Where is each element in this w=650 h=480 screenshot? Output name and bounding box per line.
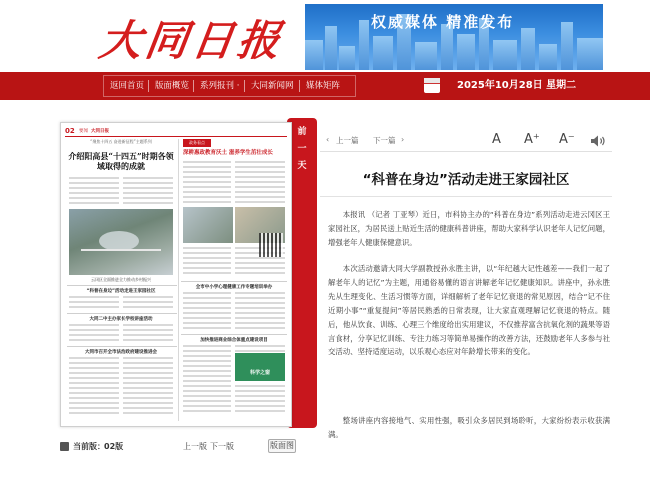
text-line: [235, 345, 285, 347]
column-divider: [178, 139, 179, 421]
text-line: [183, 252, 231, 254]
thumb-caption: 云冈区全面推进全力推动乡村振兴: [91, 277, 151, 282]
text-line: [123, 397, 173, 399]
font-normal-button[interactable]: A: [492, 132, 501, 147]
text-line: [123, 197, 173, 199]
text-line: [235, 395, 285, 397]
text-line: [235, 307, 285, 309]
mini-masthead: 大同日报: [91, 129, 109, 134]
text-line: [183, 201, 231, 203]
text-line: [183, 262, 231, 264]
text-line: [183, 292, 231, 294]
text-line: [235, 322, 285, 324]
text-line: [183, 400, 231, 402]
text-line: [183, 196, 231, 198]
page-viewer: [0, 100, 310, 480]
text-line: [69, 306, 119, 308]
text-line: [69, 402, 119, 404]
text-line: [235, 267, 285, 269]
text-line: [235, 317, 285, 319]
text-line: [69, 372, 119, 374]
page-rule: [65, 136, 287, 137]
text-line: [69, 296, 119, 298]
text-line: [69, 382, 119, 384]
article-toolbar: [320, 128, 612, 152]
tab-char: 一: [297, 144, 307, 154]
text-line: [183, 186, 231, 188]
column-rule: [181, 281, 287, 282]
thumb-photo[interactable]: [183, 207, 233, 243]
thumb-photo[interactable]: [69, 209, 173, 275]
nav-series-dropdown[interactable]: 系列报刊 ·: [200, 81, 240, 91]
text-line: [183, 390, 231, 392]
text-line: [69, 392, 119, 394]
text-line: [123, 334, 173, 336]
text-line: [69, 387, 119, 389]
text-line: [235, 166, 285, 168]
text-line: [123, 357, 173, 359]
text-line: [235, 292, 285, 294]
nav-news-site-link[interactable]: 大同新闻网: [251, 81, 294, 91]
text-line: [123, 182, 173, 184]
text-line: [183, 307, 231, 309]
thumb-story-title[interactable]: 大同市召开全市法治政府建设推进会: [85, 350, 157, 355]
thumb-kicker: “聚焦十四五 奋进新征程”主题系列: [90, 139, 152, 144]
thumb-headline[interactable]: 介绍阳高县“十四五”时期各领域取得的成就: [68, 151, 174, 171]
text-line: [183, 345, 231, 347]
text-line: [183, 267, 231, 269]
text-line: [69, 182, 119, 184]
text-line: [183, 375, 231, 377]
nav-divider: [244, 80, 245, 92]
text-line: [235, 191, 285, 193]
text-line: [235, 405, 285, 407]
text-line: [235, 196, 285, 198]
prev-article-arrow-icon[interactable]: ‹: [326, 135, 330, 144]
text-line: [235, 186, 285, 188]
text-line: [69, 397, 119, 399]
banner-slogan: 权威媒体 精准发布: [371, 13, 515, 31]
text-line: [123, 387, 173, 389]
text-line: [123, 392, 173, 394]
main-nav-bar: [0, 72, 650, 100]
text-line: [235, 272, 285, 274]
text-line: [235, 410, 285, 412]
text-line: [183, 410, 231, 412]
text-line: [183, 257, 231, 259]
text-line: [69, 357, 119, 359]
font-decrease-button[interactable]: A⁻: [559, 132, 575, 147]
article-paragraph: 本次活动邀请大同大学副教授孙永胜主讲，以“年纪越大记性越差——我们一起了解老年人的记忆”为主题，用通俗易懂的语言讲解老年记忆健康知识。讲座中，孙永胜先从生理变化、生活习惯等方面，详细解析了老年记忆衰退的常见原因，结合“记不住近期小事”“重复提问”等居民熟悉的日常表现，让大家直观理解记忆衰退的特点。随后，他从饮食、训练、心理三个维度给出实用建议，不仅推荐富含抗氧化剂的蔬果等语言食材，分享记忆训练、专注力练习等简单易操作的改善方法，还鼓励老年人多参与社交活动、坚持适度运动，以乐观心态应对年龄增长带来的变化。: [328, 264, 610, 357]
speaker-icon[interactable]: [590, 133, 606, 147]
science-badge-label: 科学之窗: [249, 370, 270, 376]
site-header: [0, 0, 650, 72]
text-line: [123, 372, 173, 374]
tab-char: 天: [297, 161, 307, 171]
article-panel: [320, 128, 615, 480]
text-line: [235, 201, 285, 203]
newspaper-logo[interactable]: 大同日报: [96, 16, 288, 65]
current-date: 2025年10月28日 星期二: [457, 80, 577, 91]
next-article-link[interactable]: 下一篇: [373, 136, 396, 145]
text-line: [235, 302, 285, 304]
text-line: [123, 187, 173, 189]
text-line: [69, 329, 119, 331]
text-line: [123, 412, 173, 414]
text-line: [123, 367, 173, 369]
text-line: [123, 306, 173, 308]
text-line: [123, 202, 173, 204]
text-line: [183, 355, 231, 357]
nav-media-matrix-link[interactable]: 媒体矩阵: [306, 81, 341, 91]
text-line: [183, 405, 231, 407]
text-line: [123, 192, 173, 194]
text-line: [235, 181, 285, 183]
column-rule: [181, 334, 287, 335]
current-page-label: 当前版：: [73, 442, 105, 451]
nav-divider: [193, 80, 194, 92]
text-line: [123, 382, 173, 384]
text-line: [183, 395, 231, 397]
newspaper-page-thumbnail[interactable]: [60, 122, 292, 427]
text-line: [183, 365, 231, 367]
text-line: [183, 171, 231, 173]
text-line: [183, 322, 231, 324]
text-line: [183, 191, 231, 193]
article-title: “科普在身边”活动走进王家园社区: [362, 172, 570, 188]
text-line: [123, 177, 173, 179]
page-number: 02: [65, 127, 75, 135]
column-rule: [67, 285, 177, 286]
calendar-icon[interactable]: [424, 78, 440, 93]
text-line: [183, 166, 231, 168]
thumb-story-title[interactable]: 大同二中主办家长学校讲座活动: [89, 317, 153, 322]
page-content: [63, 125, 289, 424]
text-line: [235, 176, 285, 178]
text-line: [235, 390, 285, 392]
text-line: [183, 312, 231, 314]
text-line: [235, 161, 285, 163]
text-line: [183, 360, 231, 362]
page-icon: [60, 442, 69, 451]
article-paragraph: 整场讲座内容接地气、实用性强，吸引众多居民到场聆听，大家纷纷表示收获满满。: [328, 416, 610, 439]
banner-image: [305, 4, 603, 70]
page-navigation: [60, 438, 300, 458]
column-rule: [67, 346, 177, 347]
qr-code-icon: [259, 233, 283, 257]
text-line: [183, 302, 231, 304]
text-line: [69, 197, 119, 199]
text-line: [183, 176, 231, 178]
text-line: [235, 400, 285, 402]
thumb-story-title[interactable]: 加快推进商业综合体重点建设项目: [200, 338, 268, 343]
science-badge[interactable]: [235, 353, 285, 381]
nav-divider: [299, 80, 300, 92]
text-line: [183, 181, 231, 183]
text-line: [69, 177, 119, 179]
text-line: [235, 262, 285, 264]
column-rule: [67, 313, 177, 314]
text-line: [69, 324, 119, 326]
text-line: [183, 297, 231, 299]
text-line: [183, 327, 231, 329]
text-line: [183, 317, 231, 319]
text-line: [69, 412, 119, 414]
thumb-section-tag: 政务看点: [183, 139, 211, 147]
article-paragraph: 本报讯 （记者 丁亚琴）近日，市科协主办的“科普在身边”系列活动走进云冈区王家园社区，为居民送上贴近生活的健康科普讲座，帮助大家科学认识老年人记忆问题，增强老年人健康保健意识。: [328, 210, 610, 247]
prev-page-link[interactable]: 上一版: [183, 442, 207, 451]
text-line: [235, 350, 285, 352]
text-line: [123, 362, 173, 364]
page-overview-button[interactable]: 版面图: [268, 439, 296, 453]
text-line: [69, 362, 119, 364]
text-line: [123, 377, 173, 379]
text-line: [123, 324, 173, 326]
font-increase-button[interactable]: A⁺: [524, 132, 540, 147]
text-line: [183, 385, 231, 387]
text-line: [69, 367, 119, 369]
nav-home-link[interactable]: 返回首页: [110, 81, 145, 91]
next-page-link[interactable]: 下一版: [210, 442, 234, 451]
text-line: [69, 202, 119, 204]
nav-page-overview-link[interactable]: 版面概览: [155, 81, 190, 91]
next-article-arrow-icon[interactable]: ›: [401, 135, 405, 144]
text-line: [123, 296, 173, 298]
thumb-right-headline[interactable]: 深耕惠政教育沃土 滋养学生茁壮成长: [183, 150, 273, 156]
text-line: [183, 161, 231, 163]
text-line: [235, 257, 285, 259]
text-line: [123, 339, 173, 341]
current-page-value: 02版: [104, 442, 124, 451]
text-line: [69, 407, 119, 409]
text-line: [183, 380, 231, 382]
text-line: [69, 301, 119, 303]
page-tag: 要闻: [79, 129, 88, 134]
text-line: [69, 339, 119, 341]
text-line: [235, 385, 285, 387]
title-divider: [320, 196, 612, 197]
text-line: [69, 187, 119, 189]
text-line: [123, 407, 173, 409]
text-line: [123, 329, 173, 331]
nav-divider: [148, 80, 149, 92]
text-line: [69, 377, 119, 379]
text-line: [183, 370, 231, 372]
text-line: [69, 334, 119, 336]
thumb-story-title[interactable]: “科普在身边”活动走进王家园社区: [86, 289, 156, 294]
text-line: [235, 327, 285, 329]
text-line: [183, 272, 231, 274]
text-line: [183, 247, 231, 249]
text-line: [123, 402, 173, 404]
text-line: [123, 301, 173, 303]
thumb-story-title[interactable]: 全市中小学心理健康工作专题培训举办: [195, 285, 273, 290]
text-line: [235, 297, 285, 299]
text-line: [235, 171, 285, 173]
tab-char: 前: [297, 127, 307, 137]
text-line: [69, 192, 119, 194]
text-line: [183, 350, 231, 352]
text-line: [235, 312, 285, 314]
prev-article-link[interactable]: 上一篇: [336, 136, 359, 145]
